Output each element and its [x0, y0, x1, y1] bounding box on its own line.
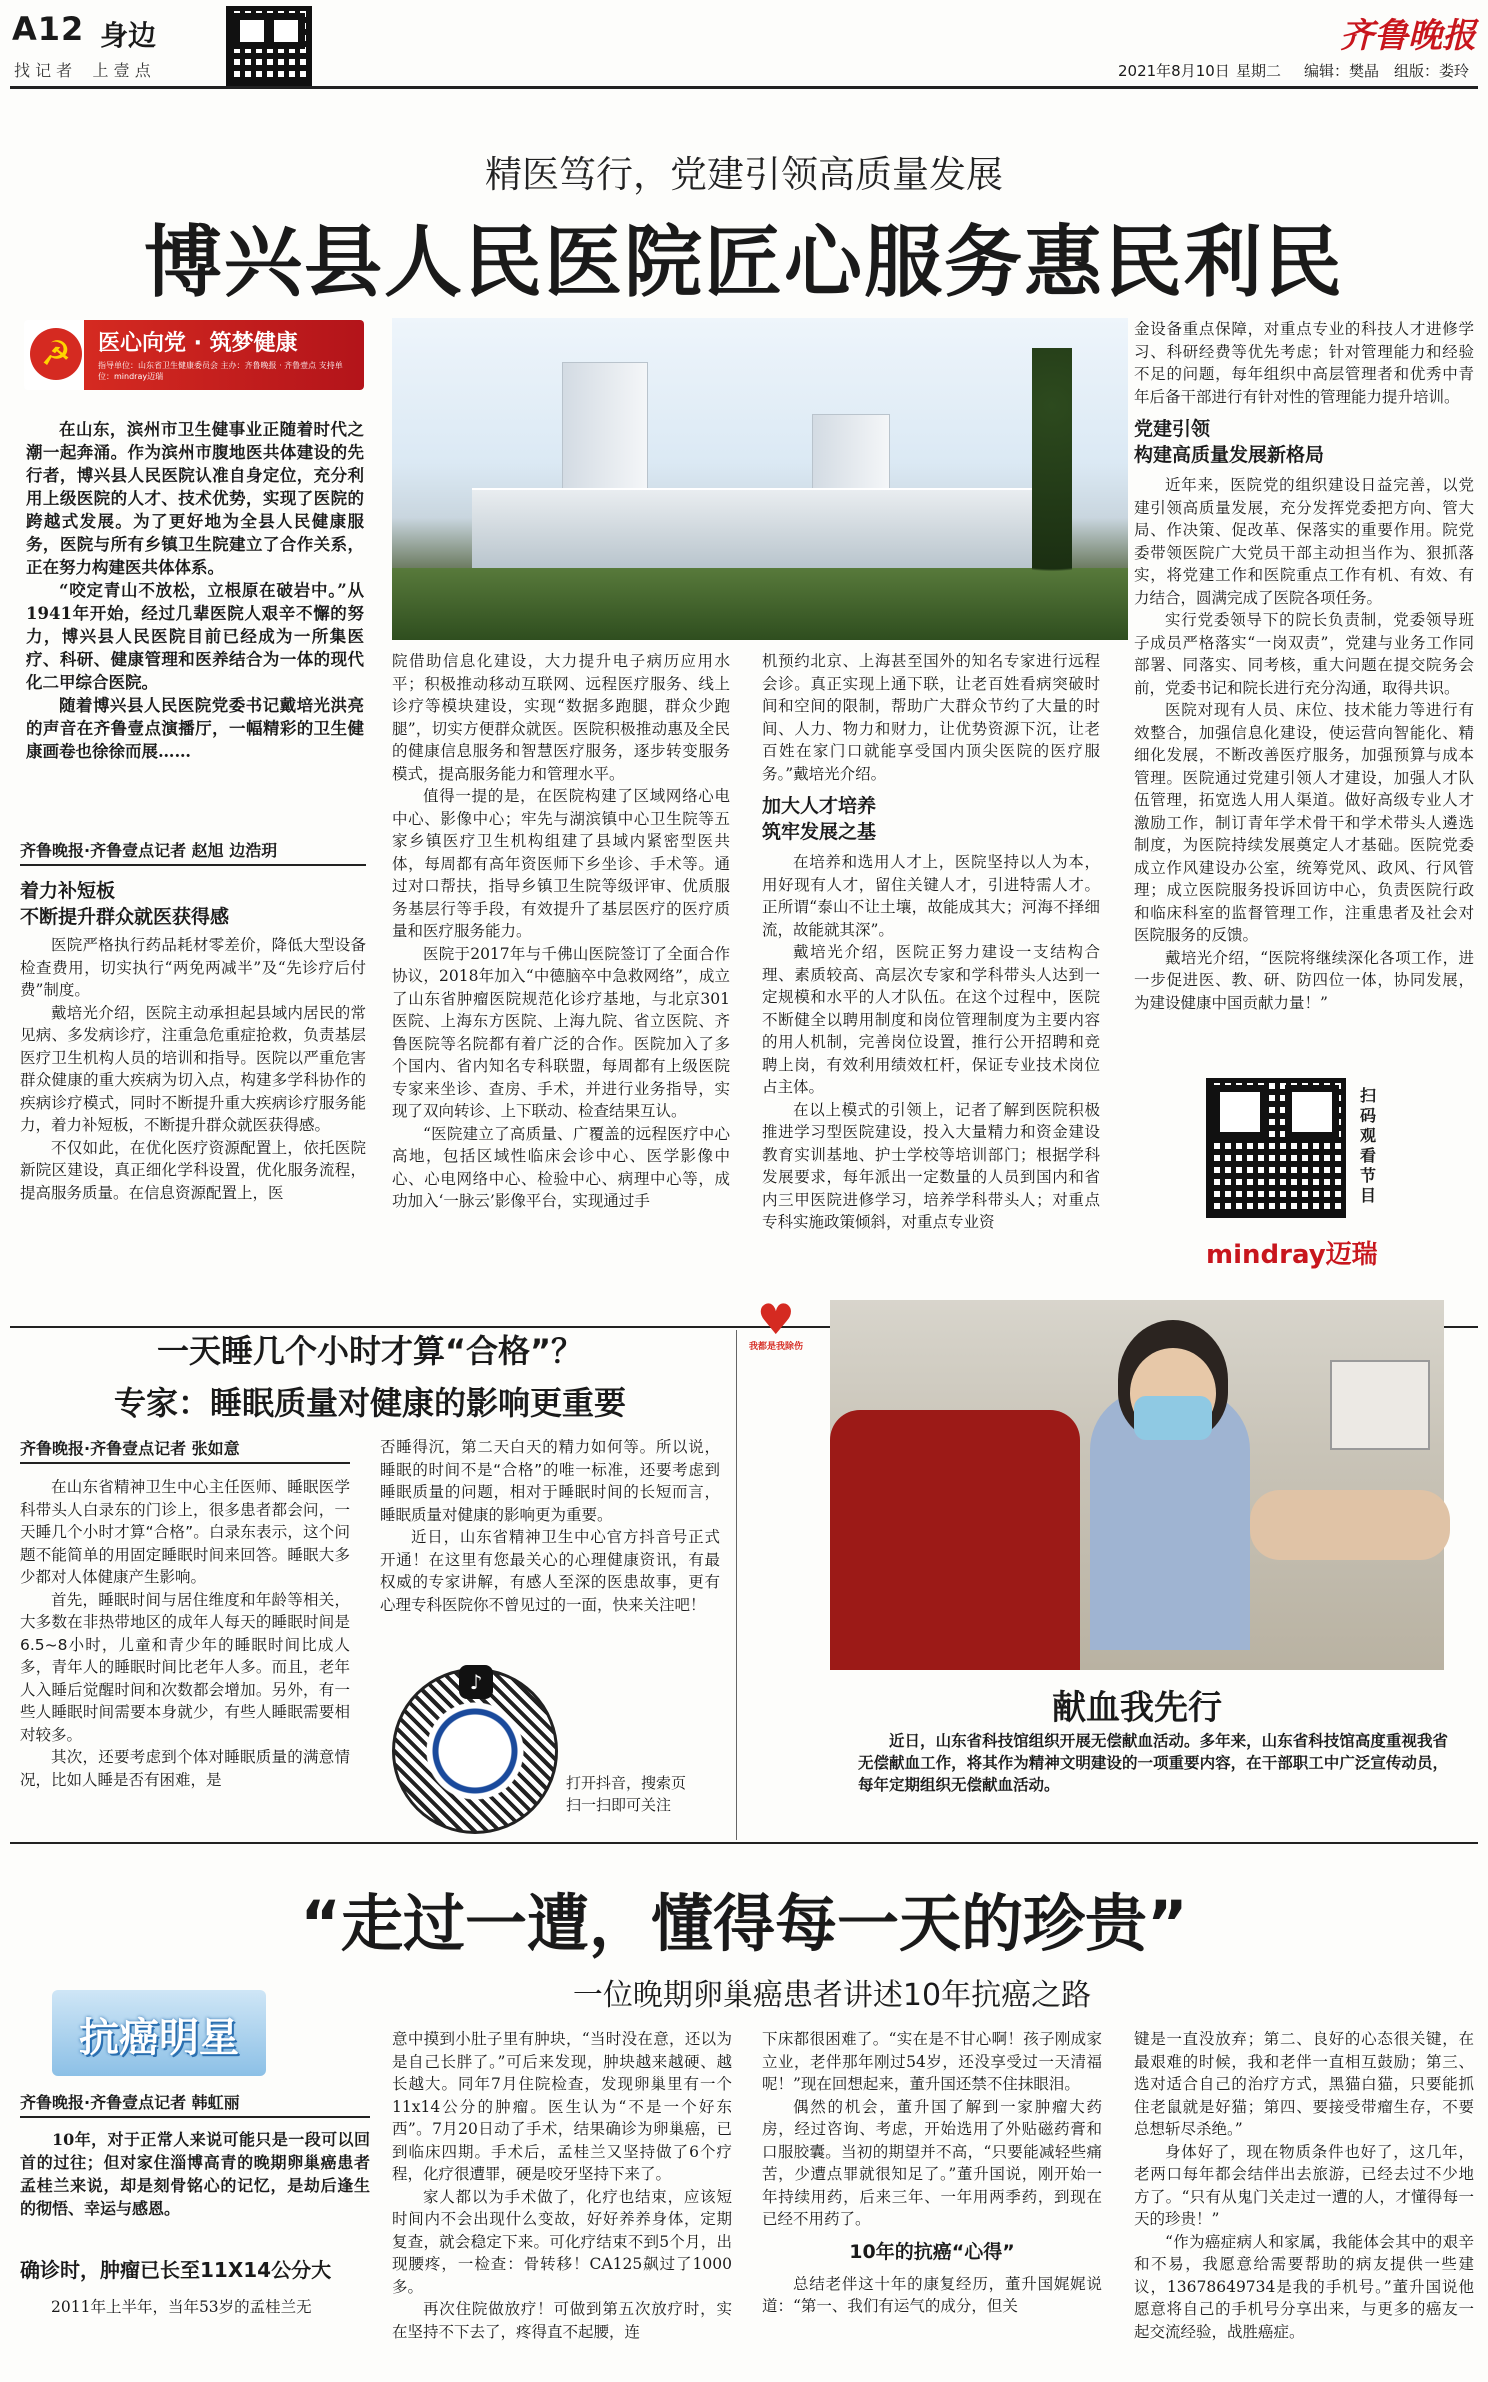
- subhead-line: 不断提升群众就医获得感: [20, 906, 230, 928]
- body-paragraph: 键是一直没放弃；第二、良好的心态很关键，在最艰难的时候，我和老伴一直相互鼓励；第三、选对适合自己的治疗方式，黑猫白猫，只要能抓住老鼠就是好猫；第四、要接受带瘤生存，不要总想斩尽杀绝。”: [1134, 2030, 1474, 2138]
- body-paragraph: 金设备重点保障，对重点专业的科技人才进修学习、科研经费等优先考虑；针对管理能力和经验不足的问题，每年组织中高层管理者和优秀中青年后备干部进行有针对性的管理能力提升培训。: [1134, 320, 1474, 406]
- douyin-qr-code[interactable]: [392, 1668, 558, 1834]
- article1-headline: 博兴县人民医院匠心服务惠民利民: [143, 218, 1344, 308]
- lead-paragraph: “咬定青山不放松，立根原在破岩中。”从1941年开始，经过几辈医院人艰辛不懈的努力，博兴县人民医院目前已经成为一所集医疗、科研、健康管理和医养结合为一体的现代化二甲综合医院。: [26, 581, 364, 692]
- column-divider: [736, 1330, 737, 1840]
- lead-paragraph: 随着博兴县人民医院党委书记戴培光洪亮的声音在齐鲁壹点演播厅，一幅精彩的卫生健康画卷也徐徐而展……: [26, 696, 364, 761]
- article3-lead: [20, 2128, 370, 2246]
- article1-column-2: [392, 650, 730, 1318]
- mindray-logo: mindray迈瑞: [1206, 1240, 1378, 1270]
- body-paragraph: 医院对现有人员、床位、技术能力等进行有效整合，加强信息化建设，使运营向智能化、精细化发展，不断改善医疗服务，加强预算与成本管理。医院通过党建引领人才建设，加强人才队伍管理，拓宽选人用人渠道。做好高级专业人才激励工作，制订青年学术骨干和学术带头人遴选制度，为医院持续发展奠定人才基础。医院党委成立作风建设办公室，统筹党风、政风、行风管理；成立医院服务投诉回访中心，负责医院行政和临床科室的监督管理工作，注重患者及社会对医院服务的反馈。: [1134, 701, 1474, 944]
- body-paragraph: 意中摸到小肚子里有肿块，“当时没在意，还以为是自己长胖了。”可后来发现，肿块越来越硬、越长越大。同年7月住院检查，发现卵巢里有一个11x14公分的肿瘤。医生认为“不是一个好东西”。7月20日动了手术，结果确诊为卵巢癌，已到临床四期。手术后，孟桂兰又坚持做了6个疗程，化疗很遭罪，硬是咬牙坚持下来了。: [392, 2030, 732, 2183]
- banner-title: 医心向党 · 筑梦健康: [98, 331, 298, 356]
- heart-icon: ♥: [757, 1295, 795, 1344]
- article2-byline: 齐鲁晚报·齐鲁壹点记者 张如意: [20, 1436, 350, 1464]
- page-number: A12: [12, 10, 85, 48]
- article1-column-1: [20, 878, 366, 1318]
- logo-text: 抗癌明星: [79, 2015, 239, 2061]
- body-paragraph: 在培养和选用人才上，医院坚持以人为本，用好现有人才，留住关键人才，引进特需人才。正所谓“泰山不让土壤，故能成其大；河海不择细流，故能就其深”。: [762, 853, 1100, 939]
- body-paragraph: 近年来，医院党的组织建设日益完善，以党建引领高质量发展，充分发挥党委把方向、管大局、作决策、促改革、保落实的重要作用。院党委带领医院广大党员干部主动担当作为、狠抓落实，将党建工作和医院重点工作有机、有效、有力结合，圆满完成了医院各项任务。: [1134, 476, 1474, 607]
- body-paragraph: 戴培光介绍，医院主动承担起县域内居民的常见病、多发病诊疗，注重急危重症抢救，负责基层医疗卫生机构人员的培训和指导。医院以严重危害群众健康的重大疾病为切入点，构建多学科协作的疾病诊疗模式，同时不断提升重大疾病诊疗服务能力，着力补短板，不断提升群众就医获得感。: [20, 1003, 366, 1134]
- article3-column-3: [762, 2028, 1102, 2328]
- section-name: 身边: [100, 19, 157, 52]
- body-paragraph: 其次，还要考虑到个体对睡眠质量的满意情况，比如人睡是否有困难，是: [20, 1748, 350, 1789]
- article3-column-2: [392, 2028, 732, 2341]
- body-paragraph: 否睡得沉，第二天白天的精力如何等。所以说，睡眠的时间不是“合格”的唯一标准，还要考虑到睡眠质量的问题，相对于睡眠时间的长短而言，睡眠质量对健康的影响更为重要。: [380, 1438, 720, 1524]
- header-rule: [10, 86, 1478, 89]
- article3-byline: 齐鲁晚报·齐鲁壹点记者 韩虹丽: [20, 2090, 370, 2118]
- article2-column-2: [380, 1436, 720, 1636]
- blood-drive-badge: [748, 1295, 804, 1366]
- qr-caption: 扫码观看节目: [1360, 1086, 1377, 1205]
- article1-kicker: 精医笃行，党建引领高质量发展: [485, 153, 1003, 196]
- body-paragraph: 值得一提的是，在医院构建了区域网络心电中心、影像中心；牢先与湖滨镇中心卫生院等五家乡镇医疗卫生机构组建了县域内紧密型医共体，每周都有高年资医师下乡坐诊、手术等。通过对口帮扶，指导乡镇卫生院等级评审、优质服务基层行等手段，有效提升了基层医疗的医疗质量和医疗服务能力。: [392, 787, 730, 940]
- douyin-caption-1: 打开抖音，搜索页: [566, 1774, 687, 1792]
- campaign-banner: [24, 320, 364, 390]
- article1-column-3: [762, 650, 1100, 1318]
- body-paragraph: 院借助信息化建设，大力提升电子病历应用水平；积极推动移动互联网、远程医疗服务、线上诊疗等模块建设，实现“数据多跑腿，群众少跑腿”，切实方便群众就医。医院积极推动惠及全民的健康信息服务和智慧医疗服务，逐步转变服务模式，提高服务能力和管理水平。: [392, 652, 730, 783]
- article3-subhead-1: 确诊时，肿瘤已长至11X14公分大: [20, 2258, 332, 2282]
- body-paragraph: 下床都很困难了。“实在是不甘心啊！孩子刚成家立业，老伴那年刚过54岁，还没享受过一天清福呢！”现在回想起来，董升国还禁不住抹眼泪。: [762, 2030, 1102, 2093]
- subhead-line: 着力补短板: [20, 880, 116, 902]
- article3-subhead: 一位晚期卵巢癌患者讲述10年抗癌之路: [572, 1978, 1092, 2013]
- article1-byline: 齐鲁晚报·齐鲁壹点记者 赵旭 边浩玥: [20, 838, 366, 866]
- body-paragraph: 戴培光介绍，医院正努力建设一支结构合理、素质较高、高层次专家和学科带头人达到一定规模和水平的人才队伍。在这个过程中，医院不断健全以聘用制度和岗位管理制度为主要内容的用人机制，完善岗位设置，推行公开招聘和竞聘上岗，有效利用绩效杠杆，保证专业技术岗位占主体。: [762, 943, 1100, 1096]
- badge-label: 我都是我除伤: [748, 1342, 803, 1352]
- subhead-line: 党建引领: [1134, 418, 1211, 440]
- body-paragraph: 身体好了，现在物质条件也好了，这几年，老两口每年都会结伴出去旅游，已经去过不少地方了。“只有从鬼门关走过一遭的人，才懂得每一天的珍贵！”: [1134, 2142, 1474, 2228]
- caption-text: 近日，山东省科技馆组织开展无偿献血活动。多年来，山东省科技馆高度重视我省无偿献血工作，将其作为精神文明建设的一项重要内容，在干部职工中广泛宣传动员，每年定期组织无偿献血活动。: [858, 1732, 1448, 1794]
- body-paragraph: 机预约北京、上海甚至国外的知名专家进行远程会诊。真正实现上通下联，让老百姓看病突破时间和空间的限制，帮助广大群众节约了大量的时间、人力、物力和财力，让优势资源下沉，让老百姓在家门口就能享受国内顶尖医院的医疗服务。”戴培光介绍。: [762, 652, 1100, 783]
- body-paragraph: 戴培光介绍，“医院将继续深化各项工作，进一步促进医、教、研、防四位一体，协同发展，为建设健康中国贡献力量！”: [1134, 948, 1474, 1012]
- photo-story-title: 献血我先行: [1052, 1688, 1222, 1728]
- body-paragraph: 近日，山东省精神卫生中心官方抖音号正式开通！在这里有您最关心的心理健康资讯，有最权威的专家讲解，有感人至深的医患故事，更有心理专科医院你不曾见过的一面，快来关注吧！: [380, 1528, 720, 1614]
- body-paragraph: 在以上模式的引领上，记者了解到医院积极推进学习型医院建设，投入大量精力和资金建设教育实训基地、护士学校等培训部门；根据学科发展要求，每年派出一定数量的人员到国内和省内三甲医院进修学习，培养学科带头人；对重点专科实施政策倾斜，对重点专业资: [762, 1100, 1100, 1231]
- body-paragraph: 2011年上半年，当年53岁的孟桂兰无: [51, 2298, 312, 2316]
- article1-lead: [26, 418, 364, 763]
- party-emblem-icon: ☭: [30, 328, 82, 380]
- header-weekday: 星期二: [1236, 62, 1282, 80]
- newspaper-brand-logo: 齐鲁晚报: [1340, 16, 1476, 56]
- article2-column-1: [20, 1476, 350, 1834]
- body-paragraph: 总结老伴这十年的康复经历，董升国娓娓说道：“第一、我们有运气的成分，但关: [762, 2274, 1102, 2315]
- body-paragraph: “医院建立了高质量、广覆盖的远程医疗中心高地，包括区域性临床会诊中心、医学影像中心、心电网络中心、检验中心、病理中心等，成功加入‘一脉云’影像平台，实现通过手: [392, 1124, 730, 1210]
- article3-column-1-tail: [20, 2296, 370, 2326]
- article1-column-4: [1134, 318, 1474, 1038]
- body-paragraph: 再次住院做放疗！可做到第五次放疗时，实在坚持不下去了，疼得直不起腰，连: [392, 2300, 732, 2341]
- body-paragraph: 在山东省精神卫生中心主任医师、睡眠医学科带头人白录东的门诊上，很多患者都会问，一天睡几个小时才算“合格”。白录东表示，这个问题不能简单的用固定睡眠时间来回答。睡眠大多少都对人体健康产生影响。: [20, 1478, 350, 1586]
- program-qr-code[interactable]: [1206, 1078, 1346, 1218]
- header-slogan: 找 记 者 上 壹 点: [14, 61, 151, 80]
- body-paragraph: “作为癌症病人和家属，我能体会其中的艰辛和不易，我愿意给需要帮助的病友提供一些建议，13678649734是我的手机号。”董升国说他愿意将自己的手机号分享出来，与更多的癌友一起交流经验，战胜癌症。: [1134, 2232, 1474, 2341]
- hospital-photo: [392, 318, 1128, 640]
- banner-sponsors: 指导单位：山东省卫生健康委员会 主办：齐鲁晚报 · 齐鲁壹点 支持单位：mindray迈瑞: [98, 361, 343, 381]
- header-editor: 编辑：樊晶: [1304, 62, 1380, 80]
- photo-story-caption: [858, 1730, 1448, 1800]
- blood-donation-photo: [830, 1300, 1444, 1670]
- header-qr-code[interactable]: [226, 6, 312, 86]
- article3-headline: “走过一遭，懂得每一天的珍贵”: [300, 1887, 1188, 1960]
- body-paragraph: 偶然的机会，董升国了解到一家肿瘤大药房，经过咨询、考虑，开始选用了外贴磁药膏和口服胶囊。当初的期望并不高，“只要能减轻些痛苦，少遭点罪就很知足了。”董升国说，刚开始一年持续用药，后来三年、一年用两季药，到现在已经不用药了。: [762, 2097, 1102, 2228]
- subhead-line: 构建高质量发展新格局: [1134, 444, 1325, 466]
- tiktok-icon: ♪: [459, 1665, 493, 1699]
- article2-headline-1: 一天睡几个小时才算“合格”？: [156, 1332, 584, 1370]
- body-paragraph: 不仅如此，在优化医疗资源配置上，依托医院新院区建设，真正细化学科设置，优化服务流程，提高服务质量。在信息资源配置上，医: [20, 1138, 366, 1202]
- body-paragraph: 实行党委领导下的院长负责制，党委领导班子成员严格落实“一岗双责”，党建与业务工作同部署、同落实、同考核，重大问题在提交院务会前，党委书记和院长进行充分沟通，取得共识。: [1134, 611, 1474, 697]
- subhead-line: 10年的抗癌“心得”: [849, 2240, 1015, 2263]
- subhead-line: 加大人才培养: [762, 795, 877, 817]
- lead-paragraph: 10年，对于正常人来说可能只是一段可以回首的过往；但对家住淄博高青的晚期卵巢癌患者孟桂兰来说，却是刻骨铭心的记忆，是劫后逢生的彻悟、幸运与感恩。: [20, 2130, 370, 2218]
- article3-column-4: [1134, 2028, 1474, 2341]
- douyin-caption-2: 扫一扫即可关注: [566, 1796, 672, 1814]
- subhead-line: 筑牢发展之基: [762, 821, 877, 843]
- body-paragraph: 家人都以为手术做了，化疗也结束，应该短时间内不会出现什么变故，好好养养身体，定期复查，就会稳定下来。可化疗结束不到5个月，出现腰疼，一检查：骨转移！CA125飙过了1000多。: [392, 2187, 732, 2296]
- anti-cancer-star-logo: [52, 1990, 266, 2076]
- body-paragraph: 首先，睡眠时间与居住维度和年龄等相关，大多数在非热带地区的成年人每天的睡眠时间是6.5~8小时，儿童和青少年的睡眠时间比成人多，青年人的睡眠时间比老年人多。而且，老年人入睡后觉醒时间和次数都会增加。另外，有一些人睡眠时间需要本身就少，有些人睡眠需要相对较多。: [20, 1590, 350, 1744]
- article2-headline-2: 专家：睡眠质量对健康的影响更重要: [113, 1384, 626, 1422]
- section-divider: [10, 1842, 1478, 1844]
- header-designer: 组版：娄玲: [1394, 62, 1470, 80]
- header-date: 2021年8月10日: [1118, 62, 1230, 80]
- body-paragraph: 医院于2017年与千佛山医院签订了全面合作协议，2018年加入“中德脑卒中急救网络”，成立了山东省肿瘤医院规范化诊疗基地，与北京301医院、上海东方医院、上海九院、省立医院、齐鲁医院等名院都有着广泛的合作。医院加入了多个国内、省内知名专科联盟，每周都有上级医院专家来坐诊、查房、手术，并进行业务指导，实现了双向转诊、上下联动、检查结果互认。: [392, 944, 730, 1120]
- lead-paragraph: 在山东，滨州市卫生健事业正随着时代之潮一起奔涌。作为滨州市腹地医共体建设的先行者，博兴县人民医院认准自身定位，充分利用上级医院的人才、技术优势，实现了医院的跨越式发展。为了更好地为全县人民健康服务，医院与所有乡镇卫生院建立了合作关系，正在努力构建医共体体系。: [26, 420, 364, 577]
- body-paragraph: 医院严格执行药品耗材零差价，降低大型设备检查费用，切实执行“两免两减半”及“先诊疗后付费”制度。: [20, 936, 366, 999]
